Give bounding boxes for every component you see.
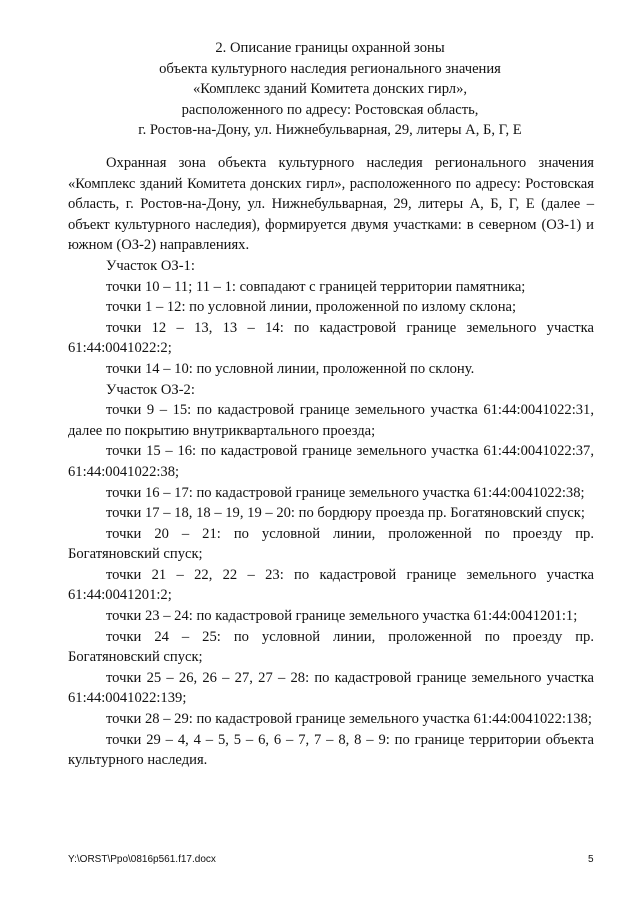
document-body (68, 153, 594, 771)
footer-file-path: Y:\ORST\Ppo\0816p561.f17.docx (68, 854, 216, 865)
title-line: расположенного по адресу: Ростовская область, (181, 101, 479, 118)
list-item: точки 29 – 4, 4 – 5, 5 – 6, 6 – 7, 7 – 8, 8 – 9: по границе территории объекта культурного наследия. (68, 731, 594, 769)
list-item: точки 1 – 12: по условной линии, проложенной по излому склона; (106, 299, 517, 316)
title-line: 2. Описание границы охранной зоны (215, 40, 445, 56)
intro-paragraph: Охранная зона объекта культурного наследия регионального значения «Комплекс зданий Комитета донских гирл», расположенного по адресу: Ростовская область, г. Ростов-на-Дону, ул. Нижнебульварная, 29, литеры А, Б, Г, Е (далее – объект культурного наследия), формируется двумя участками: в северном (ОЗ-1) и южном (ОЗ-2) направлениях. (68, 155, 594, 254)
list-item: точки 23 – 24: по кадастровой границе земельного участка 61:44:0041201:1; (106, 608, 578, 625)
title-line: г. Ростов-на-Дону, ул. Нижнебульварная, 29, литеры А, Б, Г, Е (138, 122, 522, 138)
section-heading-oz2: Участок ОЗ-2: (106, 381, 195, 398)
title-line: объекта культурного наследия регионального значения (159, 60, 501, 77)
list-item: точки 25 – 26, 26 – 27, 27 – 28: по кадастровой границе земельного участка 61:44:0041022:139; (68, 669, 594, 707)
list-item: точки 16 – 17: по кадастровой границе земельного участка 61:44:0041022:38; (106, 484, 585, 501)
list-item: точки 20 – 21: по условной линии, проложенной по проезду пр. Богатяновский спуск; (68, 525, 594, 563)
section-heading-oz1: Участок ОЗ-1: (106, 257, 195, 274)
page-number: 5 (588, 854, 594, 865)
list-item: точки 9 – 15: по кадастровой границе земельного участка 61:44:0041022:31, далее по покрытию внутриквартального проезда; (68, 402, 594, 439)
list-item: точки 15 – 16: по кадастровой границе земельного участка 61:44:0041022:37, 61:44:0041022:38; (68, 443, 594, 480)
list-item: точки 12 – 13, 13 – 14: по кадастровой границе земельного участка 61:44:0041022:2; (68, 319, 594, 357)
list-item: точки 17 – 18, 18 – 19, 19 – 20: по бордюру проезда пр. Богатяновский спуск; (106, 505, 585, 522)
list-item: точки 28 – 29: по кадастровой границе земельного участка 61:44:0041022:138; (106, 711, 592, 728)
list-item: точки 10 – 11; 11 – 1: совпадают с границей территории памятника; (106, 278, 526, 295)
list-item: точки 21 – 22, 22 – 23: по кадастровой границе земельного участка 61:44:0041201:2; (68, 566, 594, 604)
document-title (60, 38, 600, 141)
title-line: «Комплекс зданий Комитета донских гирл», (192, 81, 468, 97)
list-item: точки 24 – 25: по условной линии, проложенной по проезду пр. Богатяновский спуск; (68, 628, 594, 666)
list-item: точки 14 – 10: по условной линии, проложенной по склону. (106, 360, 475, 377)
